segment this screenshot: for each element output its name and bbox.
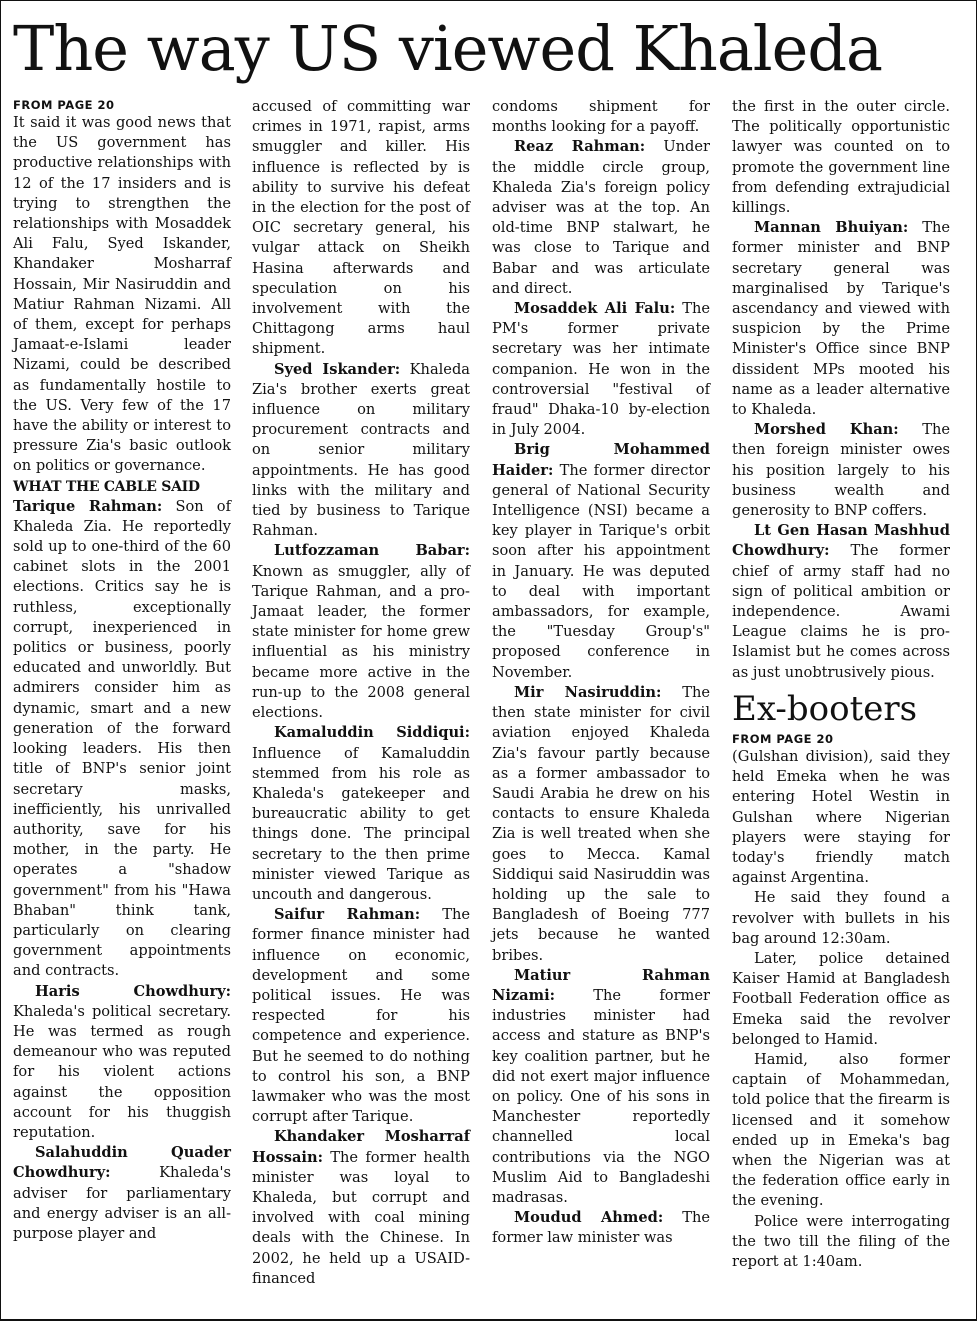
text-falu: The PM's former private secretary was her intimate companion. He won in the controversial "festival of fraud" Dhaka-10 by-election in July 2004. xyxy=(492,300,710,439)
name-mannan: Mannan Bhuiyan: xyxy=(754,219,909,237)
name-haider: Brig Mohammed Haider: xyxy=(492,441,710,479)
text-kamaluddin: Influence of Kamaluddin stemmed from his role as Khaleda's gatekeeper and bureaucratic ability to get things done. The principal secretary to the then prime minister viewed Tarique as uncouth and dangerous. xyxy=(252,744,470,903)
profile-moudud xyxy=(492,1208,710,1248)
name-saifur: Saifur Rahman: xyxy=(274,906,421,924)
exbooters-paragraph-3: Later, police detained Kaiser Hamid at Bangladesh Football Federation office as Emeka said the revolver belonged to Hamid. xyxy=(732,949,950,1048)
text-babar: Known as smuggler, ally of Tarique Rahman, and a pro-Jamaat leader, the former state minister for home grew influential as his ministry became more active in the run-up to the 2008 general elections. xyxy=(252,562,470,722)
intro-paragraph: It said it was good news that the US government has productive relationships with 12 of the 17 insiders and is trying to strengthen the relationships with Mosaddek Ali Falu, Syed Iskander, Khandaker Mosharraf Hossain, Mir Nasiruddin and Matiur Rahman Nizami. All of them, except for perhaps Jamaat-e-Islami leader Nizami, could be described as fundamentally hostile to the US. Very few of the 17 have the ability or interest to pressure Zia's basic outlook on politics or governance. xyxy=(13,114,231,475)
name-iskander: Syed Iskander: xyxy=(274,360,401,378)
continued-paragraph: the first in the outer circle. The politically opportunistic lawyer was counted on to promote the government line from defending extrajudicial killings. xyxy=(732,98,950,217)
profile-mashhud xyxy=(732,521,950,683)
text-saifur: The former finance minister had influence on economic, development and some political issues. He was respected for his competence and experience. But he seemed to do nothing to control his son, a BNP lawmaker who was the most corrupt after Tarique. xyxy=(252,906,470,1126)
profile-haider xyxy=(492,440,710,682)
name-babar: Lutfozzaman Babar: xyxy=(274,542,470,560)
profile-kamaluddin xyxy=(252,723,470,905)
name-nizami: Matiur Rahman Nizami: xyxy=(492,966,710,1004)
name-haris: Haris Chowdhury: xyxy=(35,982,231,1000)
name-moudud: Moudud Ahmed: xyxy=(514,1209,664,1227)
profile-iskander xyxy=(252,360,470,542)
profile-saifur xyxy=(252,905,470,1127)
continued-paragraph: accused of committing war crimes in 1971, rapist, arms smuggler and killer. His influence is reflected by is ability to survive his defeat in the election for the post of OIC secretary general, his vulgar attack on Sheikh Hasina afterwards and speculation on his involvement with the Chittagong arms haul shipment. xyxy=(252,98,470,358)
text-tarique: Son of Khaleda Zia. He reportedly sold up to one-third of the 60 cabinet slots in the 2001 elections. Critics say he is ruthless, exceptionally corrupt, inexperienced in politics or business, poorly educated and unworldly. But admirers consider him as dynamic, smart and a new generation of the forward looking leaders. His then title of BNP's senior joint secretary masks, inefficiently, his unrivalled authority, save for his mother, in the party. He operates a "shadow government" from his "Hawa Bhaban" think tank, particularly on clearing government appointments and contracts. xyxy=(13,497,231,980)
subhead-cable: WHAT THE CABLE SAID xyxy=(13,478,200,495)
from-page-kicker-2: FROM PAGE 20 xyxy=(732,731,834,746)
text-nasiruddin: The then state minister for civil aviation enjoyed Khaleda Zia's favour partly because as a former ambassador to Saudi Arabia he drew on his contacts to ensure Khaleda Zia is well treated when she goes to Mecca. Kamal Siddiqui said Nasiruddin was holding up the sale to Bangladesh of Boeing 777 jets because he wanted bribes. xyxy=(492,683,710,964)
text-mashhud: The former chief of army staff had no sign of political ambition or independence. Awami League claims he is pro-Islamist but he comes across as just unobtrusively pious. xyxy=(732,542,950,681)
text-moudud: The former law minister was xyxy=(492,1209,710,1247)
text-iskander: Khaleda Zia's brother exerts great influence on military procurement contracts and on senior military appointments. He has good links with the military and tied by business to Tarique Rahman. xyxy=(252,360,470,540)
text-mannan: The former minister and BNP secretary general was marginalised by Tarique's ascendancy and viewed with suspicion by the Prime Minister's Office since BNP dissident MPs mooted his name as a leader alternative to Khaleda. xyxy=(732,219,950,419)
profile-falu xyxy=(492,299,710,440)
name-mashhud: Lt Gen Hasan Mashhud Chowdhury: xyxy=(732,522,950,560)
exbooters-paragraph-5: Police were interrogating the two till the filing of the report at 1:40am. xyxy=(732,1212,950,1270)
column-2 xyxy=(252,97,470,1289)
profile-mannan xyxy=(732,218,950,420)
text-mosharraf: The former health minister was loyal to Khaleda, but corrupt and involved with coal mining deals with the Chinese. In 2002, he held up a USAID-financed xyxy=(252,1148,470,1287)
exbooters-paragraph-2: He said they found a revolver with bullets in his bag around 12:30am. xyxy=(732,889,950,947)
profile-mosharraf xyxy=(252,1127,470,1289)
column-4 xyxy=(732,97,950,1272)
text-salahuddin: Khaleda's adviser for parliamentary and energy adviser is an all-purpose player and xyxy=(13,1164,231,1242)
second-headline: Ex-booters xyxy=(732,688,918,729)
profile-tarique xyxy=(13,497,231,982)
name-falu: Mosaddek Ali Falu: xyxy=(514,300,676,318)
text-reaz: Under the middle circle group, Khaleda Zia's foreign policy adviser was at the top. An old-time BNP stalwart, he was close to Tarique and Babar and was articulate and direct. xyxy=(492,138,710,297)
column-3 xyxy=(492,97,710,1249)
profile-reaz xyxy=(492,137,710,299)
profile-nizami xyxy=(492,966,710,1208)
exbooters-paragraph-1: (Gulshan division), said they held Emeka when he was entering Hotel Westin in Gulshan where Nigerian players were staying for today's friendly match against Argentina. xyxy=(732,747,950,887)
profile-morshed xyxy=(732,420,950,521)
text-nizami: The former industries minister had access and stature as BNP's key coalition partner, but he did not exert major influence on policy. One of his sons in Manchester reportedly channelled local contributions via the NGO Muslim Aid to Bangladeshi madrasas. xyxy=(492,986,710,1206)
exbooters-paragraph-4: Hamid, also former captain of Mohammedan, told police that the firearm is licensed and it somehow ended up in Emeka's bag when the Nigerian was at the federation office early in the evening. xyxy=(732,1050,950,1210)
text-morshed: The then foreign minister owes his position largely to his business wealth and generosity to BNP coffers. xyxy=(732,421,950,520)
profile-salahuddin xyxy=(13,1143,231,1244)
profile-haris xyxy=(13,982,231,1144)
continued-paragraph: condoms shipment for months looking for a payoff. xyxy=(492,98,710,136)
name-reaz: Reaz Rahman: xyxy=(514,138,646,156)
column-1 xyxy=(13,97,231,1244)
name-salahuddin: Salahuddin Quader Chowdhury: xyxy=(13,1144,231,1182)
profile-babar xyxy=(252,541,470,723)
profile-nasiruddin xyxy=(492,683,710,966)
from-page-kicker: FROM PAGE 20 xyxy=(13,98,115,112)
headline: The way US viewed Khaleda xyxy=(13,12,882,85)
name-mosharraf: Khandaker Mosharraf Hossain: xyxy=(252,1128,470,1166)
text-haris: Khaleda's political secretary. He was termed as rough demeanour who was reputed for his violent actions against the opposition account for his thuggish reputation. xyxy=(13,1002,231,1141)
name-morshed: Morshed Khan: xyxy=(754,421,899,439)
name-kamaluddin: Kamaluddin Siddiqui: xyxy=(274,724,470,742)
name-tarique: Tarique Rahman: xyxy=(13,497,163,515)
name-nasiruddin: Mir Nasiruddin: xyxy=(514,683,662,701)
text-haider: The former director general of National Security Intelligence (NSI) became a key player in Tarique's orbit soon after his appointment in January. He was deputed to deal with important ambassadors, for example, the "Tuesday Group's" proposed conference in November. xyxy=(492,461,710,681)
